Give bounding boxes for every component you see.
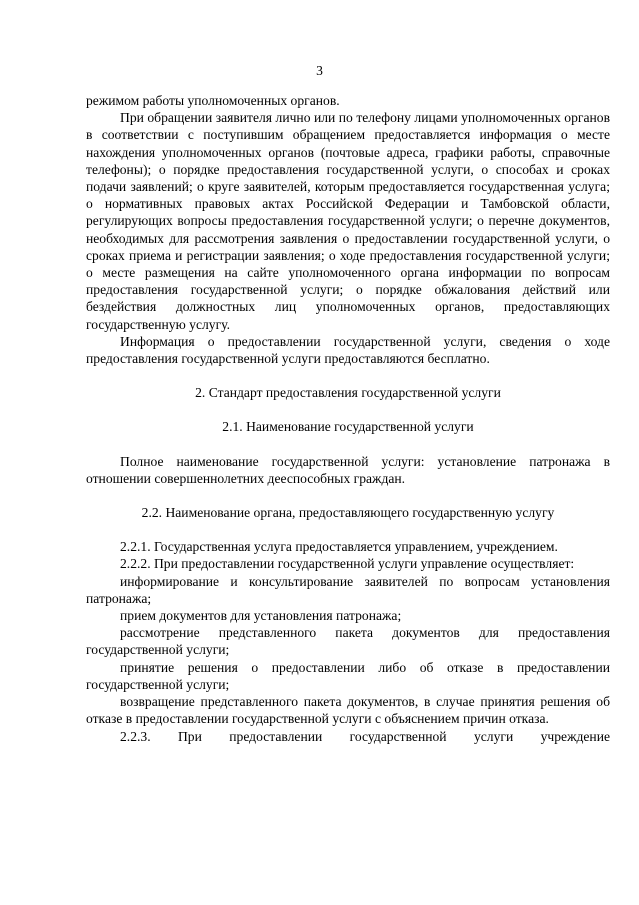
section-2-2-heading: 2.2. Наименование органа, предоставляющего государственную услугу [141, 505, 555, 521]
section-2-heading: 2. Стандарт предоставления государственной услуги [195, 385, 501, 401]
section-2-1-heading: 2.1. Наименование государственной услуги [222, 419, 474, 435]
page-number: 3 [316, 63, 323, 78]
list-item: информирование и консультирование заявителей по вопросам установления патронажа; [86, 573, 610, 606]
list-item: прием документов для установления патронажа; [120, 608, 402, 624]
list-item: возвращение представленного пакета документов, в случае принятия решения об отказе в предоставлении государственной услуги с объяснением причин отказа. [86, 694, 610, 727]
intro-paragraph-0: режимом работы уполномоченных органов. [86, 93, 340, 108]
document-body [86, 92, 610, 745]
paragraph-2-2-2: 2.2.2. При предоставлении государственной услуги управление осуществляет: [120, 556, 575, 572]
paragraph-2-2-3: 2.2.3. При предоставлении государственной услуги учреждение [120, 728, 610, 744]
section-2-1-text: Полное наименование государственной услуги: установление патронажа в отношении совершеннолетних дееспособных граждан. [86, 453, 610, 486]
list-item: принятие решения о предоставлении либо об отказе в предоставлении государственной услуги; [86, 659, 610, 692]
list-item: рассмотрение представленного пакета документов для предоставления государственной услуги; [86, 625, 610, 658]
intro-paragraph-1: При обращении заявителя лично или по телефону лицами уполномоченных органов в соответствии с поступившим обращением предоставляется информация о месте нахождения уполномоченных органов (почтовые адреса, графики работы, справочные телефоны); о порядке предоставления государственной услуги, о способах и сроках подачи заявлений; о круге заявителей, которым предоставляется государственная услуга; о нормативных правовых актах Российской Федерации и Тамбовской области, регулирующих вопросы предоставления государственной услуги; о перечне документов, необходимых для рассмотрения заявления о предоставлении государственной услуги, о сроках приема и регистрации заявления; о ходе предоставления государственной услуги; о месте размещения на сайте уполномоченного органа информации по вопросам предоставления государственной услуги; о порядке обжалования действий или бездействия должностных лиц уполномоченных органов, предоставляющих государственную услугу. [86, 110, 610, 332]
intro-paragraph-2: Информация о предоставлении государственной услуги, сведения о ходе предоставления государственной услуги предоставляются бесплатно. [86, 333, 610, 367]
paragraph-2-2-1: 2.2.1. Государственная услуга предоставляется управлением, учреждением. [120, 539, 558, 555]
